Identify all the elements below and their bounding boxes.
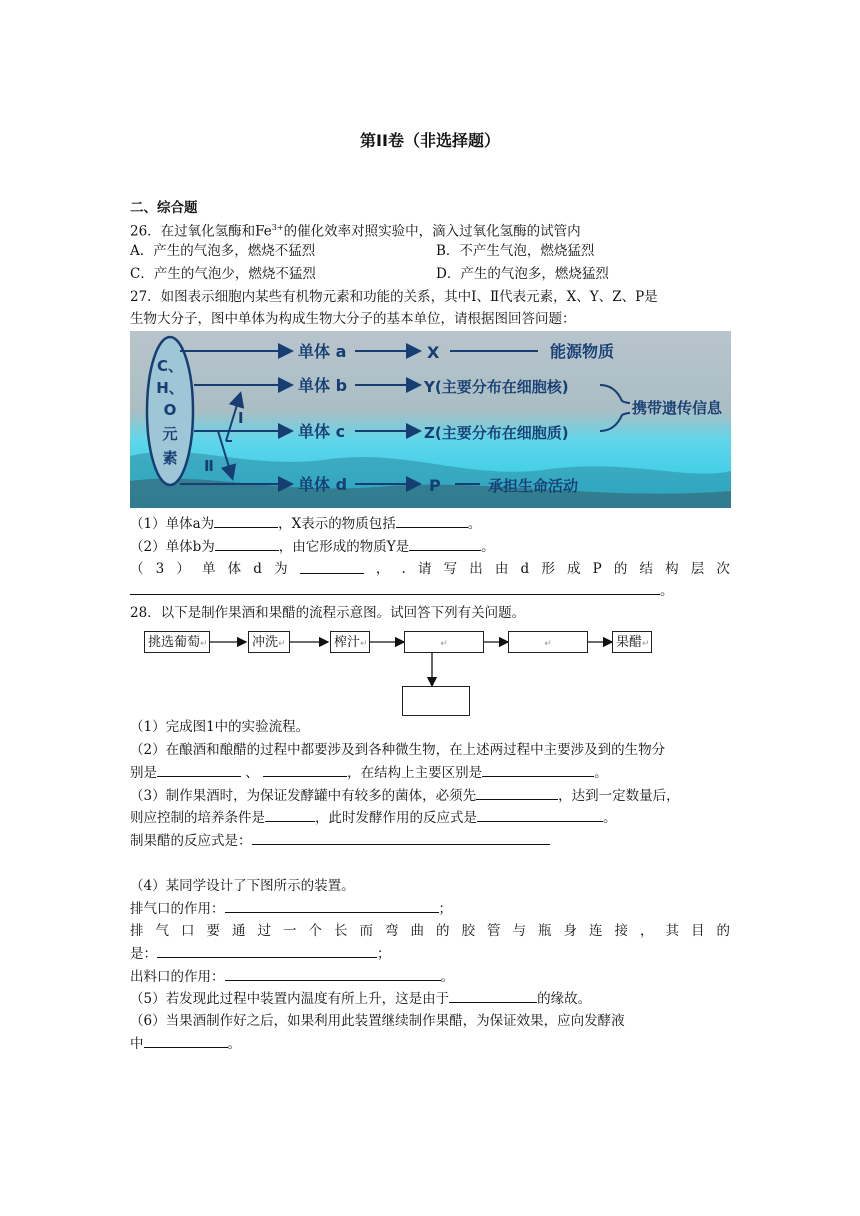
product-z: Z(主要分布在细胞质) — [424, 424, 569, 442]
q28-p6b: 中 — [130, 1036, 144, 1052]
flow-step-blank-3[interactable] — [402, 686, 470, 716]
elem-su: 素 — [162, 449, 178, 467]
return-mark: ↵ — [544, 639, 552, 649]
q26-option-d[interactable]: D．产生的气泡多，燃烧猛烈 — [436, 266, 609, 282]
q28-tube-token: 个 — [308, 923, 322, 939]
monomer-c: 单体 c — [298, 422, 346, 441]
answer-blank-first-step[interactable] — [476, 785, 558, 800]
q28-tube-line1 — [130, 921, 730, 941]
q28-stem: 28．以下是制作果酒和果醋的流程示意图。试回答下列有关问题。 — [130, 605, 526, 621]
q28-p5a: （5）若发现此过程中装置内温度有所上升，这是由于 — [130, 991, 450, 1007]
q27-p3-token: 构 — [665, 561, 679, 577]
q28-tube-token: 而 — [359, 923, 373, 939]
q28-part6-line1: （6）当果酒制作好之后，如果利用此装置继续制作果醋，为保证效果，应向发酵液 — [130, 1013, 625, 1029]
q28-tube-token: 与 — [512, 923, 526, 939]
function-genetic: 携带遗传信息 — [632, 399, 723, 417]
q27-p3-token: 单 — [202, 561, 216, 577]
q28-tube-token: 口 — [181, 923, 195, 939]
answer-blank-outlet[interactable] — [225, 966, 441, 981]
q28-tube-token: 接 — [614, 923, 628, 939]
answer-blank-tube-purpose[interactable] — [157, 943, 377, 958]
q28-tube-token: 通 — [232, 923, 246, 939]
answer-blank-wine-reaction[interactable] — [477, 807, 603, 822]
q28-tube-token: 长 — [334, 923, 348, 939]
q27-p3-token: 层 — [690, 561, 705, 577]
function-life-activity: 承担生命活动 — [488, 477, 579, 495]
q28-tube-token: 胶 — [461, 923, 475, 939]
answer-blank-structure-levels[interactable] — [130, 580, 660, 595]
flow-step-label: 果醋 — [616, 635, 643, 650]
q27-p3-token: 形 — [541, 561, 555, 577]
q26-option-c[interactable]: C．产生的气泡少，燃烧不猛烈 — [130, 266, 316, 282]
section-title: 第II卷（非选择题） — [360, 131, 500, 150]
q27-part2 — [130, 536, 495, 557]
q27-p2b: ，由它形成的物质Y是 — [278, 539, 410, 555]
answer-blank-exhaust[interactable] — [225, 898, 439, 913]
answer-blank-culture-condition[interactable] — [265, 807, 315, 822]
q27-p1a: （1）单体a为 — [130, 516, 215, 532]
q27-p3-token: 出 — [469, 561, 483, 577]
product-p: P — [429, 476, 441, 495]
q27-p3-token: P — [592, 561, 602, 577]
q28-p2b4: 。 — [594, 765, 608, 781]
elem-o: O — [163, 401, 177, 419]
q28-p3b3: 。 — [603, 810, 617, 826]
answer-blank-organism-2[interactable] — [263, 762, 347, 777]
q28-tube-token: 气 — [155, 923, 169, 939]
q26-stem-rest: 的催化效率对照实验中，滴入过氧化氢酶的试管内 — [283, 223, 581, 240]
q28-p5b: 的缘故。 — [537, 991, 592, 1007]
q27-p2a: （2）单体b为 — [130, 539, 215, 555]
return-mark: ↵ — [440, 639, 448, 649]
return-mark: ↵ — [278, 639, 286, 649]
q27-p1c: 。 — [467, 516, 482, 532]
q26-option-a[interactable]: A．产生的气泡多，燃烧不猛烈 — [130, 243, 316, 259]
q28-tube-token: 一 — [283, 923, 297, 939]
q28-tube-token: 排 — [130, 923, 144, 939]
q27-p3-token: （ — [130, 561, 144, 577]
flow-step-label: 榨汁 — [334, 635, 361, 650]
q28-part3-line2 — [130, 807, 617, 828]
answer-blank-vinegar-step[interactable] — [144, 1033, 228, 1048]
q28-tube-token: 瓶 — [538, 923, 552, 939]
q28-tube-token: 的 — [436, 923, 450, 939]
q28-tube-token: 其 — [665, 923, 679, 939]
q28-tube-token: 管 — [487, 923, 501, 939]
q28-tube-token: 过 — [257, 923, 271, 939]
answer-blank-structure-difference[interactable] — [482, 762, 594, 777]
q27-p3-token: ， — [375, 561, 390, 577]
q28-tube-b-end: ； — [377, 946, 391, 962]
q27-stem-line2: 生物大分子，图中单体为构成生物大分子的基本单位，请根据图回答问题： — [130, 311, 576, 327]
elem-h: H、 — [156, 379, 184, 397]
q28-part4: （4）某同学设计了下图所示的装置。 — [130, 878, 355, 894]
q28-tube-token: 连 — [589, 923, 603, 939]
q27-p3-token: 为 — [274, 561, 288, 577]
q27-p3-token: . — [401, 561, 406, 577]
q27-part3-answer — [130, 580, 674, 601]
q27-p3-token: 请 — [417, 561, 432, 577]
q28-p3a1: （3）制作果酒时，为保证发酵罐中有较多的菌体，必须先 — [130, 788, 477, 804]
answer-blank-x[interactable] — [396, 513, 468, 528]
q28-p3b2: ，此时发酵作用的反应式是 — [315, 810, 477, 826]
answer-blank-monomer-d[interactable] — [300, 559, 364, 574]
answer-blank-monomer-b[interactable] — [215, 536, 279, 551]
q28-part3-line1 — [130, 785, 680, 806]
q27-p3-token: 体 — [227, 561, 242, 577]
product-x: X — [427, 343, 440, 362]
flow-step-rinse — [248, 631, 290, 653]
function-energy: 能源物质 — [550, 342, 615, 361]
wine-vinegar-flowchart — [130, 628, 690, 720]
q27-p3-token: 的 — [613, 561, 628, 577]
q27-p3-token: 成 — [566, 561, 581, 577]
flow-step-vinegar — [612, 631, 652, 653]
elem-yuan: 元 — [162, 425, 178, 443]
q27-p3-end: 。 — [660, 583, 674, 599]
monomer-b: 单体 b — [298, 376, 348, 395]
q28-tube-token: 的 — [716, 923, 730, 939]
monomer-d: 单体 d — [298, 475, 348, 494]
q28-tube-line2 — [130, 943, 391, 964]
q28-part3-line3 — [130, 830, 550, 851]
q28-tube-token: 曲 — [410, 923, 424, 939]
flow-step-select-grapes — [144, 631, 210, 653]
answer-blank-vinegar-reaction[interactable] — [252, 830, 550, 845]
answer-blank-monomer-a[interactable] — [214, 513, 278, 528]
q28-tube-token: 目 — [691, 923, 705, 939]
q28-tube-token: 要 — [206, 923, 220, 939]
q26-sup: 3+ — [271, 223, 284, 232]
section-heading: 二、综合题 — [130, 200, 198, 216]
q28-outlet-end: 。 — [440, 969, 454, 985]
q28-p3c: 制果醋的反应式是： — [130, 833, 252, 849]
q26-stem-text: 26．在过氧化氢酶和Fe — [130, 223, 272, 240]
monomer-a: 单体 a — [298, 342, 347, 361]
answer-blank-organism-1[interactable] — [157, 762, 241, 777]
flow-step-blank-2[interactable] — [508, 631, 588, 653]
q27-p3-token: d — [520, 561, 530, 577]
q28-part6-line2 — [130, 1033, 241, 1054]
q27-p3-token: ） — [176, 561, 190, 577]
q27-p3-token: 写 — [443, 561, 458, 577]
q28-p2b1: 别是 — [130, 765, 157, 781]
q27-p3-token: 结 — [639, 561, 653, 577]
elem-c: C、 — [156, 357, 184, 375]
product-y: Y(主要分布在细胞核) — [424, 378, 569, 396]
return-mark: ↵ — [200, 639, 208, 649]
answer-blank-y[interactable] — [409, 536, 481, 551]
q28-p2b2: 、 — [245, 765, 259, 781]
q27-p3-token: d — [253, 561, 262, 577]
q27-stem-line1: 27．如图表示细胞内某些有机物元素和功能的关系，其中Ⅰ、Ⅱ代表元素，X、Y、Z、P是 — [130, 289, 658, 305]
return-mark: ↵ — [642, 639, 650, 649]
q28-part5 — [130, 988, 591, 1009]
q27-part3 — [130, 559, 730, 579]
q28-outlet — [130, 966, 454, 987]
q28-exhaust-end: ； — [438, 901, 452, 917]
q28-p6c: 。 — [227, 1036, 241, 1052]
q28-tube-token: 身 — [563, 923, 577, 939]
flow-step-blank-1[interactable] — [404, 631, 484, 653]
organic-compound-diagram — [130, 331, 731, 508]
q26-stem — [130, 218, 581, 242]
diagram-svg — [130, 331, 731, 508]
q28-outlet-label: 出料口的作用： — [130, 969, 225, 985]
flow-step-label: 冲洗 — [252, 635, 279, 650]
q28-tube-b: 是： — [130, 946, 157, 962]
q28-p3a2: ，达到一定数量后， — [558, 788, 680, 804]
roman-one: Ⅰ — [238, 409, 244, 427]
q27-p2c: 。 — [481, 539, 495, 555]
q27-p3-token: 由 — [494, 561, 509, 577]
q28-tube-token: 弯 — [385, 923, 399, 939]
q28-tube-token: ， — [640, 923, 654, 939]
q27-p3-token: 3 — [155, 561, 165, 577]
q28-part2-line2 — [130, 762, 608, 783]
roman-two: Ⅱ — [204, 457, 214, 475]
q26-option-b[interactable]: B．不产生气泡，燃烧猛烈 — [436, 243, 595, 259]
q28-exhaust — [130, 898, 452, 919]
q28-part2-line1: （2）在酿酒和酿醋的过程中都要涉及到各种微生物，在上述两过程中主要涉及到的生物分 — [130, 742, 666, 758]
flow-step-label: 挑选葡萄 — [148, 635, 201, 650]
q28-p3b1: 则应控制的培养条件是 — [130, 810, 265, 826]
q27-p3-token: 次 — [716, 561, 730, 577]
q27-p1b: ，X表示的物质包括 — [278, 516, 396, 532]
return-mark: ↵ — [360, 639, 368, 649]
q28-p2b3: ，在结构上主要区别是 — [347, 765, 483, 781]
flow-step-juice — [330, 631, 370, 653]
q27-part1 — [130, 513, 481, 534]
q28-exhaust-label: 排气口的作用： — [130, 901, 225, 917]
q28-part1: （1）完成图1中的实验流程。 — [130, 719, 310, 735]
answer-blank-temperature-reason[interactable] — [449, 988, 537, 1003]
